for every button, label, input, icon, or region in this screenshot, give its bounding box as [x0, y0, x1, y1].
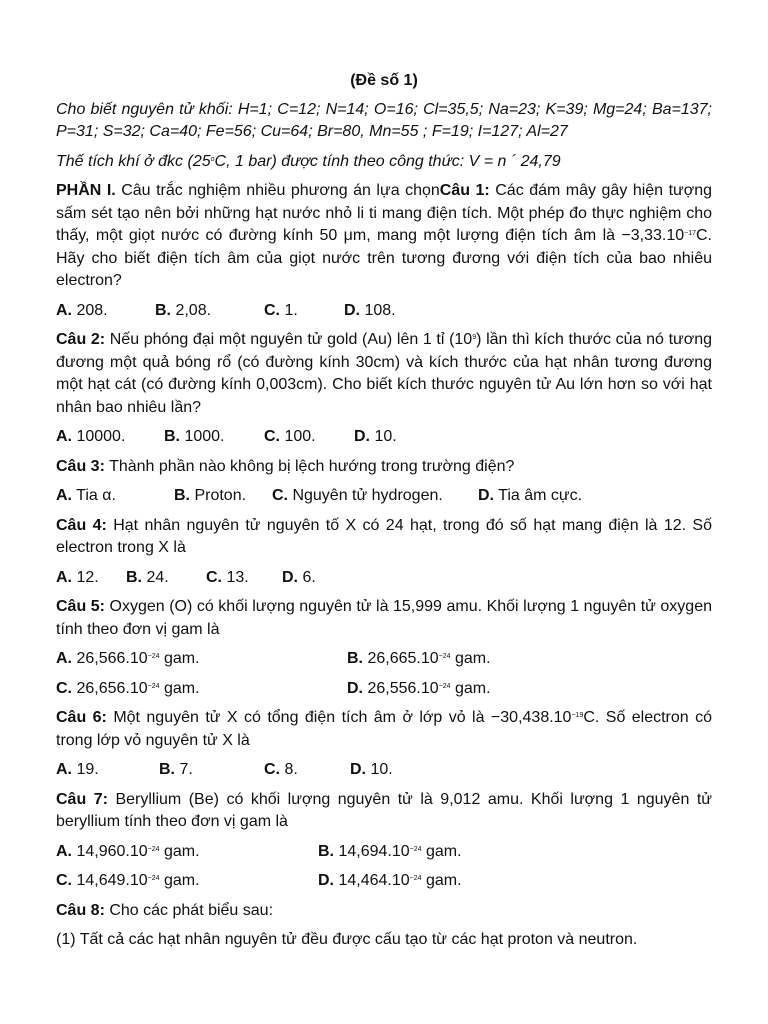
- option-text: 12.: [72, 568, 99, 586]
- option-letter: A.: [56, 568, 72, 586]
- option-text: 26,566.10: [72, 650, 148, 667]
- question-text: Thành phần nào không bị lệch hướng trong trường điện?: [104, 457, 515, 475]
- answer-options: [56, 841, 712, 893]
- option-b: [318, 841, 712, 864]
- option-a: [56, 485, 174, 508]
- option-text: 208.: [72, 301, 108, 319]
- option-text: gam.: [421, 872, 462, 889]
- question-4: [56, 515, 712, 560]
- answer-options: [56, 485, 712, 508]
- superscript: 9: [472, 334, 477, 341]
- option-c: [206, 567, 282, 590]
- option-letter: D.: [350, 761, 366, 778]
- option-letter: C.: [264, 301, 280, 319]
- question-text: Một nguyên tử X có tổng điện tích âm ở lớp vỏ là −30,438.10: [106, 709, 572, 726]
- option-letter: C.: [264, 761, 280, 778]
- option-a: [56, 426, 164, 449]
- gas-volume-text: C, 1 bar) được tính theo công thức: V = n ´ 24,79: [214, 152, 561, 170]
- question-text: C. Hãy cho biết điện tích âm của giọt nước trên tương đương với điện tích của bao nhiêu electron?: [56, 227, 712, 289]
- option-text: 8.: [280, 761, 298, 778]
- question-1: [56, 180, 712, 293]
- option-text: Tia α.: [72, 487, 116, 504]
- option-c: [272, 485, 478, 508]
- question-2: [56, 329, 712, 419]
- option-text: 26,656.10: [72, 679, 148, 697]
- question-text: Oxygen (O) có khối lượng nguyên tử là 15,999 amu. Khối lượng 1 nguyên tử oxygen tính theo đơn vị gam là: [56, 598, 712, 638]
- superscript: −24: [409, 845, 422, 853]
- option-a: [56, 567, 126, 590]
- option-text: gam.: [159, 679, 200, 697]
- option-text: 10.: [366, 761, 393, 778]
- option-d: [478, 485, 582, 508]
- option-text: 10.: [370, 428, 397, 445]
- option-letter: A.: [56, 301, 72, 319]
- option-text: 108.: [360, 301, 396, 319]
- part-label: PHẦN I.: [56, 182, 116, 199]
- option-letter: C.: [264, 428, 280, 445]
- atomic-masses-note: Cho biết nguyên tử khối: H=1; C=12; N=14; O=16; Cl=35,5; Na=23; K=39; Mg=24; Ba=137; P=31; S=32; Ca=40; Fe=56; Cu=64; Br=80, Mn=55 ; F=19; I=127; Al=27: [56, 100, 712, 140]
- question-label: Câu 6:: [56, 709, 107, 726]
- option-text: 6.: [298, 568, 316, 586]
- option-a: [56, 759, 159, 782]
- option-d: [354, 426, 397, 449]
- option-text: gam.: [450, 650, 491, 667]
- option-text: Proton.: [190, 487, 247, 504]
- option-letter: A.: [56, 650, 72, 667]
- answer-options: [56, 567, 712, 590]
- option-text: 10000.: [72, 428, 126, 445]
- option-text: 14,649.10: [72, 872, 148, 889]
- option-letter: B.: [174, 487, 190, 504]
- option-letter: D.: [344, 301, 360, 319]
- option-d: [344, 300, 396, 323]
- option-b: [159, 759, 264, 782]
- question-text: Nếu phóng đại một nguyên tử gold (Au) lên 1 tỉ (10: [105, 331, 473, 348]
- answer-options: [56, 648, 712, 700]
- option-letter: D.: [347, 679, 363, 697]
- question-label: Câu 1:: [439, 182, 490, 199]
- option-text: 7.: [175, 761, 193, 778]
- option-a: [56, 841, 318, 864]
- option-text: gam.: [159, 872, 200, 889]
- option-letter: B.: [126, 568, 142, 586]
- option-letter: A.: [56, 761, 72, 778]
- superscript: −24: [438, 653, 451, 660]
- option-text: 1.: [280, 301, 298, 319]
- part-title: Câu trắc nghiệm nhiều phương án lựa chọn: [115, 182, 440, 199]
- superscript: −17: [684, 230, 696, 237]
- option-letter: C.: [56, 679, 72, 697]
- gas-volume-text: Thế tích khí ở đkc (25: [56, 152, 211, 170]
- option-b: [164, 426, 264, 449]
- option-text: gam.: [450, 679, 491, 697]
- option-letter: B.: [159, 761, 175, 778]
- option-letter: D.: [354, 428, 370, 445]
- option-text: 2,08.: [171, 301, 212, 319]
- option-c: [264, 426, 354, 449]
- option-c: [264, 300, 344, 323]
- question-text: Các đám mây gây hiện tượng sấm sét tạo nên bởi những hạt nước nhỏ li ti mang điện tích. Một phép đo thực nghiệm cho thấy, một giọt nước có đường kính 50 μm, mang một lượng điện tích âm là −3,33.10: [56, 182, 713, 244]
- option-letter: D.: [318, 872, 334, 889]
- option-letter: A.: [56, 842, 72, 860]
- question-text: ) lần thì kích thước của nó tương đương một quả bóng rổ (có đường kính 30cm) và kích thước của hạt nhân tương đương một hạt cát (có đường kính 0,003cm). Cho biết kích thước nguyên tử Au lớn hơn so với hạt nhân bao nhiêu lần?: [56, 331, 713, 416]
- option-a: [56, 648, 347, 671]
- question-label: Câu 4:: [56, 516, 107, 534]
- option-letter: A.: [56, 428, 72, 445]
- option-text: 14,960.10: [72, 842, 148, 860]
- question-label: Câu 7:: [56, 790, 108, 808]
- option-text: Nguyên tử hydrogen.: [288, 487, 443, 504]
- superscript: −24: [147, 845, 160, 853]
- option-text: 100.: [280, 428, 316, 445]
- option-text: Tia âm cực.: [494, 487, 583, 504]
- option-text: 19.: [72, 761, 99, 778]
- option-text: 14,694.10: [334, 842, 410, 860]
- option-d: [347, 678, 712, 701]
- option-letter: C.: [272, 487, 288, 504]
- question-7: [56, 789, 712, 834]
- statement-1: (1) Tất cả các hạt nhân nguyên tử đều được cấu tạo từ các hạt proton và neutron.: [56, 931, 638, 948]
- question-text: Hạt nhân nguyên tử nguyên tố X có 24 hạt, trong đó số hạt mang điện là 12. Số electron trong X là: [56, 516, 713, 556]
- option-d: [350, 759, 393, 782]
- question-6: [56, 707, 712, 752]
- option-text: 24.: [142, 568, 169, 586]
- option-c: [56, 678, 347, 701]
- superscript: −24: [147, 682, 160, 690]
- question-5: [56, 596, 712, 641]
- option-d: [318, 870, 712, 893]
- superscript: −24: [438, 682, 451, 690]
- option-text: 26,665.10: [363, 650, 439, 667]
- option-text: 14,464.10: [334, 872, 410, 889]
- option-d: [282, 567, 316, 590]
- question-text: Beryllium (Be) có khối lượng nguyên tử là 9,012 amu. Khối lượng 1 nguyên tử beryllium tính theo đơn vị gam là: [56, 790, 712, 830]
- answer-options: [56, 426, 712, 449]
- option-letter: C.: [206, 568, 222, 586]
- question-text: C. Số electron có trong lớp vỏ nguyên tử X là: [56, 709, 713, 749]
- option-text: gam.: [159, 842, 200, 860]
- option-letter: D.: [282, 568, 298, 586]
- option-letter: B.: [318, 842, 334, 860]
- superscript: −24: [409, 875, 422, 882]
- question-label: Câu 8:: [56, 901, 105, 919]
- option-a: [56, 300, 155, 323]
- answer-options: [56, 759, 712, 782]
- option-c: [56, 870, 318, 893]
- option-letter: B.: [164, 428, 180, 445]
- superscript: −24: [147, 875, 160, 882]
- superscript: o: [210, 155, 215, 163]
- gas-volume-note: [56, 151, 712, 174]
- option-letter: B.: [347, 650, 363, 667]
- superscript: −24: [147, 653, 160, 660]
- option-text: 1000.: [180, 428, 225, 445]
- option-text: gam.: [421, 842, 462, 860]
- answer-options: [56, 300, 712, 323]
- option-letter: B.: [155, 301, 171, 319]
- option-b: [347, 648, 712, 671]
- question-label: Câu 3:: [56, 457, 105, 475]
- option-text: 13.: [222, 568, 249, 586]
- question-text: Cho các phát biểu sau:: [104, 901, 274, 919]
- question-3: [56, 456, 712, 479]
- exam-title: (Đề số 1): [350, 72, 418, 89]
- option-text: gam.: [159, 650, 200, 667]
- option-b: [174, 485, 272, 508]
- question-8: [56, 900, 712, 923]
- superscript: −19: [571, 712, 584, 719]
- option-b: [126, 567, 206, 590]
- question-label: Câu 2:: [56, 331, 106, 348]
- option-c: [264, 759, 350, 782]
- question-label: Câu 5:: [56, 598, 105, 615]
- option-text: 26,556.10: [363, 679, 439, 697]
- option-letter: A.: [56, 487, 72, 504]
- option-b: [155, 300, 264, 323]
- option-letter: D.: [478, 487, 494, 504]
- option-letter: C.: [56, 872, 72, 889]
